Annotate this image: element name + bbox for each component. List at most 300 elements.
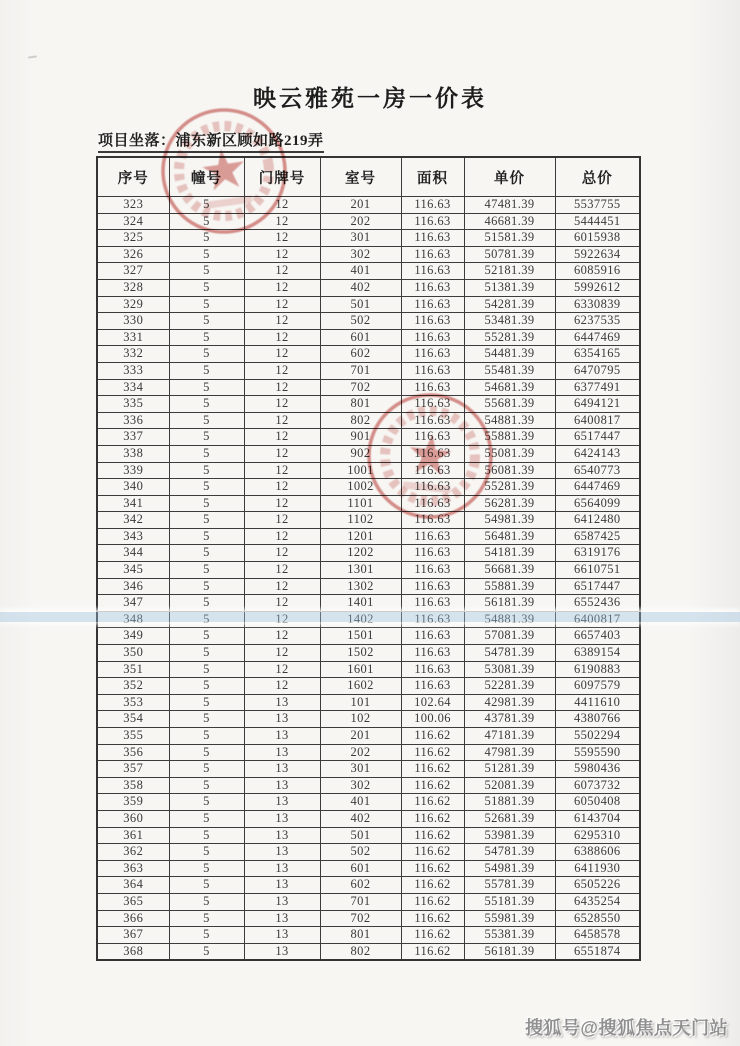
table-cell: 116.63 [401, 263, 464, 280]
table-cell: 6085916 [555, 263, 640, 280]
table-cell: 5 [169, 661, 244, 678]
table-cell: 340 [97, 479, 169, 496]
table-cell: 302 [320, 246, 401, 263]
table-cell: 12 [244, 429, 320, 446]
table-cell: 6435254 [555, 893, 640, 910]
table-cell: 6587425 [555, 528, 640, 545]
table-cell: 6377491 [555, 379, 640, 396]
table-cell: 5992612 [555, 279, 640, 296]
table-cell: 5 [169, 728, 244, 745]
table-cell: 47181.39 [464, 728, 555, 745]
price-table-body [97, 197, 640, 961]
table-cell: 54781.39 [464, 645, 555, 662]
table-cell: 801 [320, 927, 401, 944]
table-cell: 116.63 [401, 230, 464, 247]
table-cell: 13 [244, 794, 320, 811]
table-cell: 339 [97, 462, 169, 479]
table-cell: 357 [97, 761, 169, 778]
table-cell: 1301 [320, 562, 401, 579]
table-row [97, 296, 640, 313]
table-cell: 6447469 [555, 479, 640, 496]
table-cell: 362 [97, 844, 169, 861]
column-header: 幢号 [169, 157, 244, 197]
table-cell: 5 [169, 827, 244, 844]
table-cell: 301 [320, 230, 401, 247]
table-cell: 1601 [320, 661, 401, 678]
column-header: 序号 [97, 157, 169, 197]
table-row [97, 827, 640, 844]
table-row [97, 694, 640, 711]
table-row [97, 329, 640, 346]
table-cell: 12 [244, 279, 320, 296]
table-cell: 13 [244, 694, 320, 711]
table-cell: 12 [244, 545, 320, 562]
table-cell: 6015938 [555, 230, 640, 247]
table-cell: 325 [97, 230, 169, 247]
table-cell: 116.63 [401, 412, 464, 429]
table-cell: 502 [320, 844, 401, 861]
table-cell: 54681.39 [464, 379, 555, 396]
table-cell: 349 [97, 628, 169, 645]
table-cell: 116.62 [401, 943, 464, 960]
watermark-text: 搜狐号@搜狐焦点天门站 [524, 1018, 728, 1038]
table-cell: 55281.39 [464, 479, 555, 496]
table-cell: 5 [169, 777, 244, 794]
table-cell: 5 [169, 495, 244, 512]
table-cell: 5 [169, 645, 244, 662]
table-cell: 13 [244, 893, 320, 910]
table-cell: 55881.39 [464, 429, 555, 446]
table-cell: 12 [244, 230, 320, 247]
table-cell: 116.62 [401, 794, 464, 811]
table-cell: 301 [320, 761, 401, 778]
table-cell: 51581.39 [464, 230, 555, 247]
table-cell: 54181.39 [464, 545, 555, 562]
table-cell: 5 [169, 628, 244, 645]
table-cell: 116.62 [401, 761, 464, 778]
table-cell: 12 [244, 678, 320, 695]
table-row [97, 412, 640, 429]
table-cell: 701 [320, 893, 401, 910]
table-cell: 51281.39 [464, 761, 555, 778]
table-cell: 116.62 [401, 877, 464, 894]
table-cell: 6494121 [555, 396, 640, 413]
table-cell: 116.62 [401, 910, 464, 927]
table-cell: 702 [320, 910, 401, 927]
table-cell: 330 [97, 313, 169, 330]
table-cell: 12 [244, 495, 320, 512]
table-row [97, 562, 640, 579]
table-cell: 54281.39 [464, 296, 555, 313]
table-cell: 5 [169, 545, 244, 562]
table-cell: 5 [169, 263, 244, 280]
table-cell: 802 [320, 943, 401, 960]
table-cell: 12 [244, 562, 320, 579]
table-cell: 6073732 [555, 777, 640, 794]
table-cell: 353 [97, 694, 169, 711]
table-cell: 342 [97, 512, 169, 529]
table-row [97, 313, 640, 330]
table-row [97, 495, 640, 512]
table-cell: 5 [169, 412, 244, 429]
table-cell: 5 [169, 313, 244, 330]
table-cell: 1002 [320, 479, 401, 496]
table-cell: 5444451 [555, 213, 640, 230]
table-cell: 12 [244, 462, 320, 479]
table-cell: 13 [244, 860, 320, 877]
table-cell: 5 [169, 910, 244, 927]
table-cell: 52281.39 [464, 678, 555, 695]
table-cell: 5 [169, 678, 244, 695]
table-cell: 5 [169, 927, 244, 944]
table-cell: 5 [169, 429, 244, 446]
table-cell: 6458578 [555, 927, 640, 944]
table-cell: 6517447 [555, 578, 640, 595]
table-cell: 116.62 [401, 860, 464, 877]
table-cell: 13 [244, 761, 320, 778]
table-cell: 12 [244, 595, 320, 612]
table-cell: 1201 [320, 528, 401, 545]
table-row [97, 429, 640, 446]
table-cell: 1401 [320, 595, 401, 612]
table-cell: 12 [244, 396, 320, 413]
table-row [97, 645, 640, 662]
table-cell: 6412480 [555, 512, 640, 529]
table-cell: 55181.39 [464, 893, 555, 910]
table-cell: 5 [169, 877, 244, 894]
table-cell: 47481.39 [464, 197, 555, 214]
table-cell: 302 [320, 777, 401, 794]
header-row [97, 157, 640, 197]
table-cell: 5 [169, 810, 244, 827]
table-cell: 702 [320, 379, 401, 396]
table-cell: 55681.39 [464, 396, 555, 413]
table-cell: 352 [97, 678, 169, 695]
table-row [97, 810, 640, 827]
table-row [97, 910, 640, 927]
table-row [97, 728, 640, 745]
table-cell: 5 [169, 379, 244, 396]
table-cell: 6424143 [555, 445, 640, 462]
table-cell: 116.63 [401, 362, 464, 379]
table-cell: 5 [169, 694, 244, 711]
table-cell: 116.63 [401, 645, 464, 662]
table-cell: 602 [320, 877, 401, 894]
scan-artifact-dash [28, 55, 37, 58]
table-cell: 6470795 [555, 362, 640, 379]
table-cell: 5 [169, 761, 244, 778]
table-cell: 42981.39 [464, 694, 555, 711]
table-cell: 116.63 [401, 628, 464, 645]
table-cell: 323 [97, 197, 169, 214]
table-cell: 1302 [320, 578, 401, 595]
table-cell: 5595590 [555, 744, 640, 761]
table-cell: 54981.39 [464, 512, 555, 529]
table-cell: 12 [244, 213, 320, 230]
table-cell: 5 [169, 794, 244, 811]
table-cell: 13 [244, 777, 320, 794]
table-cell: 13 [244, 744, 320, 761]
table-row [97, 528, 640, 545]
table-row [97, 794, 640, 811]
table-cell: 402 [320, 279, 401, 296]
table-cell: 52681.39 [464, 810, 555, 827]
table-cell: 12 [244, 512, 320, 529]
table-cell: 56181.39 [464, 943, 555, 960]
project-location-label: 项目坐落：浦东新区顾如路219弄 [98, 129, 324, 153]
table-cell: 5 [169, 893, 244, 910]
table-row [97, 197, 640, 214]
table-cell: 12 [244, 628, 320, 645]
table-cell: 50781.39 [464, 246, 555, 263]
table-cell: 1101 [320, 495, 401, 512]
table-cell: 116.63 [401, 595, 464, 612]
table-cell: 54781.39 [464, 844, 555, 861]
table-row [97, 893, 640, 910]
table-cell: 56081.39 [464, 462, 555, 479]
table-row [97, 545, 640, 562]
column-header: 单价 [464, 157, 555, 197]
table-cell: 116.62 [401, 927, 464, 944]
table-cell: 602 [320, 346, 401, 363]
table-cell: 6237535 [555, 313, 640, 330]
table-cell: 202 [320, 744, 401, 761]
table-cell: 116.63 [401, 462, 464, 479]
column-header: 面积 [401, 157, 464, 197]
table-cell: 13 [244, 844, 320, 861]
table-cell: 5922634 [555, 246, 640, 263]
table-cell: 501 [320, 827, 401, 844]
table-cell: 347 [97, 595, 169, 612]
table-cell: 56481.39 [464, 528, 555, 545]
table-cell: 55781.39 [464, 877, 555, 894]
table-cell: 56681.39 [464, 562, 555, 579]
table-cell: 46681.39 [464, 213, 555, 230]
table-cell: 13 [244, 877, 320, 894]
table-cell: 116.63 [401, 512, 464, 529]
table-cell: 351 [97, 661, 169, 678]
column-header: 门牌号 [244, 157, 320, 197]
table-cell: 116.63 [401, 528, 464, 545]
table-cell: 6354165 [555, 346, 640, 363]
table-cell: 13 [244, 810, 320, 827]
table-cell: 5 [169, 512, 244, 529]
table-cell: 56181.39 [464, 595, 555, 612]
table-cell: 601 [320, 329, 401, 346]
table-cell: 5 [169, 711, 244, 728]
table-cell: 101 [320, 694, 401, 711]
table-cell: 5 [169, 578, 244, 595]
table-cell: 116.63 [401, 562, 464, 579]
table-cell: 12 [244, 412, 320, 429]
table-row [97, 362, 640, 379]
table-cell: 6551874 [555, 943, 640, 960]
table-cell: 54981.39 [464, 860, 555, 877]
table-cell: 901 [320, 429, 401, 446]
table-row [97, 927, 640, 944]
table-cell: 6447469 [555, 329, 640, 346]
table-cell: 5980436 [555, 761, 640, 778]
table-row [97, 263, 640, 280]
table-cell: 5 [169, 445, 244, 462]
table-cell: 5 [169, 595, 244, 612]
scan-highlight-band [0, 612, 740, 622]
table-cell: 116.62 [401, 810, 464, 827]
table-cell: 1402 [320, 611, 401, 628]
table-cell: 1502 [320, 645, 401, 662]
table-cell: 116.63 [401, 313, 464, 330]
table-cell: 354 [97, 711, 169, 728]
table-cell: 116.62 [401, 728, 464, 745]
table-cell: 336 [97, 412, 169, 429]
table-cell: 116.63 [401, 429, 464, 446]
table-row [97, 761, 640, 778]
table-cell: 341 [97, 495, 169, 512]
table-cell: 333 [97, 362, 169, 379]
table-cell: 6330839 [555, 296, 640, 313]
table-cell: 12 [244, 346, 320, 363]
table-row [97, 246, 640, 263]
table-cell: 335 [97, 396, 169, 413]
table-cell: 116.62 [401, 844, 464, 861]
column-header: 室号 [320, 157, 401, 197]
table-cell: 6400817 [555, 412, 640, 429]
table-cell: 355 [97, 728, 169, 745]
table-cell: 55481.39 [464, 362, 555, 379]
table-cell: 116.63 [401, 279, 464, 296]
table-cell: 5 [169, 346, 244, 363]
table-cell: 116.63 [401, 611, 464, 628]
table-cell: 6388606 [555, 844, 640, 861]
table-cell: 116.63 [401, 479, 464, 496]
table-cell: 348 [97, 611, 169, 628]
table-cell: 12 [244, 645, 320, 662]
table-cell: 116.63 [401, 545, 464, 562]
table-cell: 12 [244, 445, 320, 462]
table-row [97, 346, 640, 363]
table-cell: 601 [320, 860, 401, 877]
table-cell: 12 [244, 296, 320, 313]
table-cell: 116.62 [401, 744, 464, 761]
table-cell: 116.63 [401, 661, 464, 678]
table-cell: 368 [97, 943, 169, 960]
table-cell: 5 [169, 230, 244, 247]
table-cell: 6319176 [555, 545, 640, 562]
table-cell: 116.63 [401, 379, 464, 396]
table-cell: 5 [169, 462, 244, 479]
table-cell: 327 [97, 263, 169, 280]
table-cell: 54481.39 [464, 346, 555, 363]
table-cell: 329 [97, 296, 169, 313]
table-cell: 12 [244, 263, 320, 280]
table-row [97, 844, 640, 861]
table-row [97, 230, 640, 247]
table-cell: 116.63 [401, 213, 464, 230]
table-row [97, 661, 640, 678]
table-cell: 6517447 [555, 429, 640, 446]
table-cell: 5 [169, 329, 244, 346]
table-cell: 5 [169, 943, 244, 960]
price-table [96, 156, 641, 961]
table-cell: 5537755 [555, 197, 640, 214]
table-row [97, 213, 640, 230]
table-cell: 13 [244, 910, 320, 927]
table-cell: 5 [169, 528, 244, 545]
table-cell: 100.06 [401, 711, 464, 728]
table-cell: 6564099 [555, 495, 640, 512]
table-cell: 324 [97, 213, 169, 230]
table-row [97, 578, 640, 595]
price-table-head [97, 157, 640, 197]
table-cell: 116.63 [401, 296, 464, 313]
table-cell: 116.63 [401, 329, 464, 346]
table-cell: 5 [169, 213, 244, 230]
table-cell: 12 [244, 313, 320, 330]
table-cell: 6610751 [555, 562, 640, 579]
table-cell: 5 [169, 396, 244, 413]
table-cell: 13 [244, 711, 320, 728]
table-row [97, 877, 640, 894]
table-cell: 5 [169, 197, 244, 214]
table-cell: 401 [320, 794, 401, 811]
table-cell: 12 [244, 362, 320, 379]
table-row [97, 860, 640, 877]
table-cell: 55281.39 [464, 329, 555, 346]
table-cell: 51881.39 [464, 794, 555, 811]
table-cell: 338 [97, 445, 169, 462]
table-cell: 116.63 [401, 246, 464, 263]
table-cell: 401 [320, 263, 401, 280]
table-cell: 331 [97, 329, 169, 346]
table-cell: 13 [244, 827, 320, 844]
table-cell: 116.62 [401, 777, 464, 794]
table-cell: 116.63 [401, 495, 464, 512]
table-cell: 56281.39 [464, 495, 555, 512]
table-cell: 6552436 [555, 595, 640, 612]
table-cell: 53481.39 [464, 313, 555, 330]
table-row [97, 628, 640, 645]
table-cell: 12 [244, 611, 320, 628]
table-cell: 12 [244, 528, 320, 545]
table-cell: 5 [169, 611, 244, 628]
table-cell: 346 [97, 578, 169, 595]
table-row [97, 279, 640, 296]
table-cell: 6540773 [555, 462, 640, 479]
table-row [97, 479, 640, 496]
column-header: 总价 [555, 157, 640, 197]
table-cell: 54881.39 [464, 611, 555, 628]
table-cell: 343 [97, 528, 169, 545]
table-cell: 5 [169, 296, 244, 313]
table-cell: 53981.39 [464, 827, 555, 844]
table-cell: 1102 [320, 512, 401, 529]
table-cell: 6528550 [555, 910, 640, 927]
table-cell: 350 [97, 645, 169, 662]
table-cell: 1602 [320, 678, 401, 695]
table-cell: 5 [169, 844, 244, 861]
table-cell: 116.63 [401, 678, 464, 695]
table-cell: 328 [97, 279, 169, 296]
table-cell: 6295310 [555, 827, 640, 844]
table-cell: 12 [244, 578, 320, 595]
table-cell: 356 [97, 744, 169, 761]
table-cell: 52181.39 [464, 263, 555, 280]
table-cell: 402 [320, 810, 401, 827]
table-cell: 116.63 [401, 578, 464, 595]
table-cell: 202 [320, 213, 401, 230]
table-cell: 5 [169, 479, 244, 496]
table-row [97, 512, 640, 529]
